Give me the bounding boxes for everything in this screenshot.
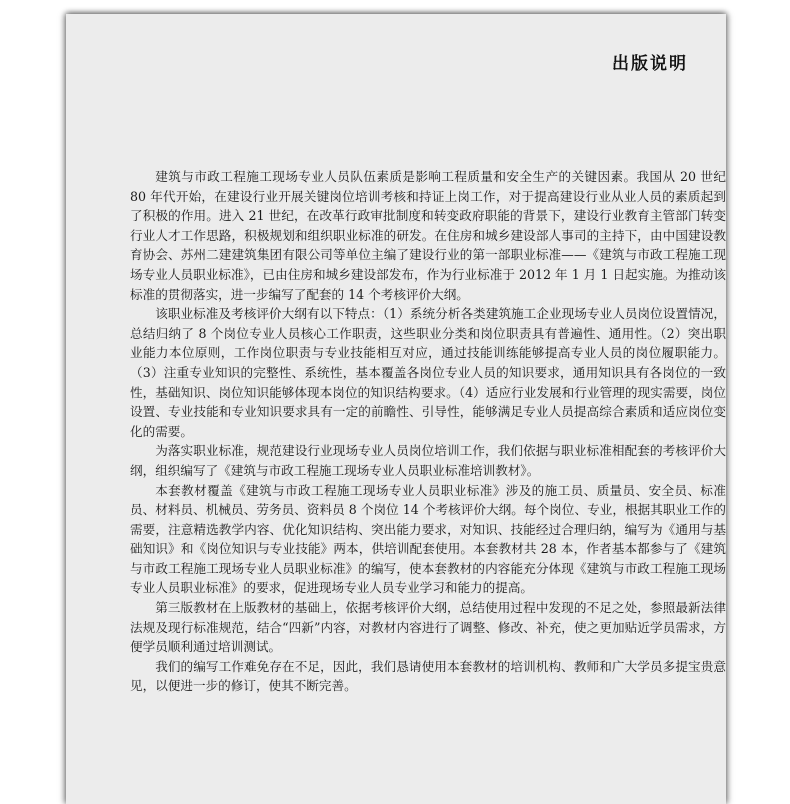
paragraph: 第三版教材在上版教材的基础上，依据考核评价大纲，总结使用过程中发现的不足之处，参照最新法律法规及现行标准规范，结合“四新”内容，对教材内容进行了调整、修改、补充，使之更加贴近学员需求，方便学员顺利通过培训测试。 [130,600,726,655]
page-heading: 出版说明 [612,54,688,74]
paragraph: 我们的编写工作难免存在不足，因此，我们恳请使用本套教材的培训机构、教师和广大学员多提宝贵意见，以便进一步的修订，使其不断完善。 [130,658,726,694]
paragraph: 为落实职业标准，规范建设行业现场专业人员岗位培训工作，我们依据与职业标准相配套的考核评价大纲，组织编写了《建筑与市政工程施工现场专业人员职业标准培训教材》。 [130,443,726,478]
page-body [130,167,726,696]
paragraph: 该职业标准及考核评价大纲有以下特点：（1）系统分析各类建筑施工企业现场专业人员岗位设置情况，总结归纳了 8 个岗位专业人员核心工作职责，这些职业分类和岗位职责具有普遍性、通用性。（2）突出职业能力本位原则，工作岗位职责与专业技能相互对应，通过技能训练能够提高专业人员的岗位履职能力。（3）注重专业知识的完整性、系统性，基本覆盖各岗位专业人员的知识要求，通用知识具有各岗位的一致性，基础知识、岗位知识能够体现本岗位的知识结构要求。（4）适应行业发展和行业管理的现实需要，岗位设置、专业技能和专业知识要求具有一定的前瞻性、引导性，能够满足专业人员提高综合素质和适应岗位变化的需要。 [130,306,726,439]
paragraph: 本套教材覆盖《建筑与市政工程施工现场专业人员职业标准》涉及的施工员、质量员、安全员、标准员、材料员、机械员、劳务员、资料员 8 个岗位 14 个考核评价大纲。每个岗位、专业，根据其职业工作的需要，注意精选教学内容、优化知识结构、突出能力要求，对知识、技能经过合理归纳，编写为《通用与基础知识》和《岗位知识与专业技能》两本，供培训配套使用。本套教材共 28 本，作者基本都参与了《建筑与市政工程施工现场专业人员职业标准》的编写，使本套教材的内容能充分体现《建筑与市政工程施工现场专业人员职业标准》的要求，促进现场专业人员专业学习和能力的提高。 [130,482,726,596]
book-page [66,14,726,804]
paragraph: 建筑与市政工程施工现场专业人员队伍素质是影响工程质量和安全生产的关键因素。我国从 20 世纪 80 年代开始，在建设行业开展关键岗位培训考核和持证上岗工作，对于提高建设行业从业人员的素质起到了积极的作用。进入 21 世纪，在改革行政审批制度和转变政府职能的背景下，建设行业教育主管部门转变行业人才工作思路，积极规划和组织职业标准的研发。在住房和城乡建设部人事司的主持下，由中国建设教育协会、苏州二建建筑集团有限公司等单位主编了建设行业的第一部职业标准——《建筑与市政工程施工现场专业人员职业标准》，已由住房和城乡建设部发布，作为行业标准于 2012 年 1 月 1 日起实施。为推动该标准的贯彻落实，进一步编写了配套的 14 个考核评价大纲。 [130,169,726,302]
